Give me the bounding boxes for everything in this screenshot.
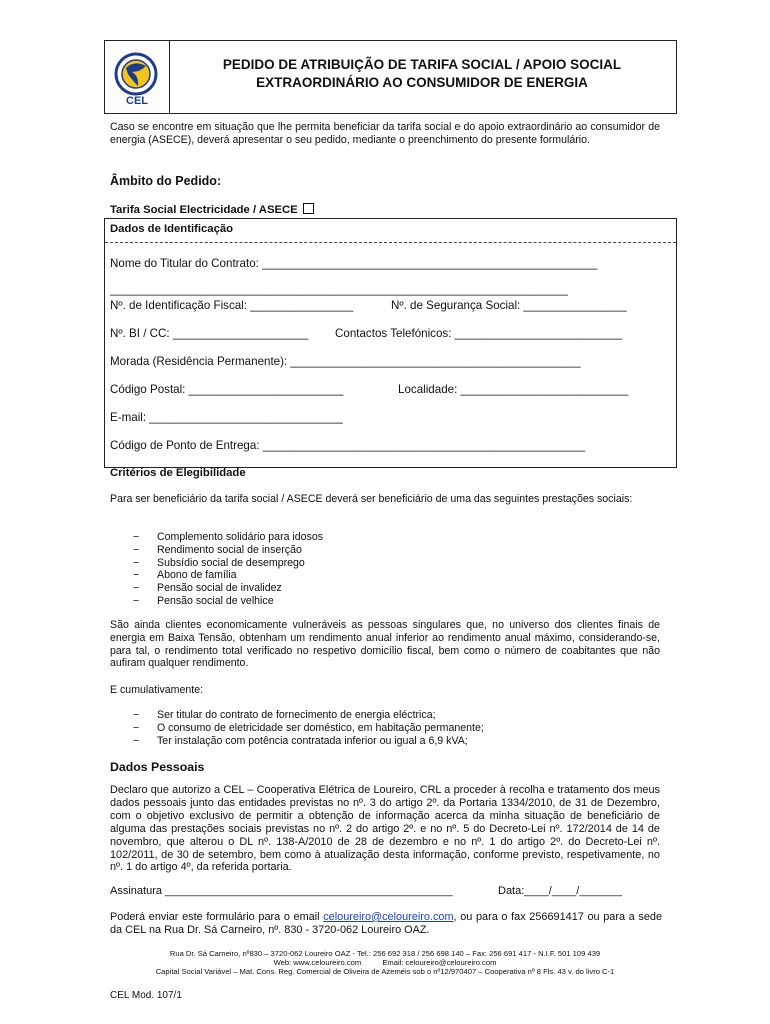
vulneraveis-paragraph: São ainda clientes economicamente vulneráveis as pessoas singulares que, no universo dos clientes finais de energia em Baixa Tensão, obtenham um rendimento anual inferior ao rendimento anual máximo, considerando-se, para tal, o rendimento total verificado no respetivo domicílio fiscal, bem como o número de coabitantes que não aufiram qualquer rendimento. [110,619,660,670]
nome-titular-field[interactable]: Nome do Titular do Contrato: ____________________________________________________ [110,257,598,270]
ambito-heading: Âmbito do Pedido: [110,174,222,188]
identification-box [104,218,677,468]
tarifa-checkbox[interactable] [303,203,314,214]
list-item: − Subsídio social de desemprego [110,557,630,570]
nif-field[interactable]: Nº. de Identificação Fiscal: ________________ [110,299,354,312]
footer-address: Rua Dr. Sá Carneiro, nº830 – 3720-062 Loureiro OAZ - Tel.: 256 692 318 / 256 698 140 – Fax: 256 691 417 - N.I.F. 501 109 439 [169,949,601,958]
page-title [172,56,672,92]
prestacoes-list [110,531,630,608]
criterios-intro: Para ser beneficiário da tarifa social / ASECE deverá ser beneficiário de uma das seguintes prestações sociais: [110,493,633,505]
list-item: − Abono de família [110,569,630,582]
dados-pessoais-paragraph: Declaro que autorizo a CEL – Cooperativa Elétrica de Loureiro, CRL a proceder à recolha e tratamento dos meus dados pessoais junto das entidades previstas no nº. 3 do artigo 2º. da Portaria 1334/2010, de 31 de Dezembro, com o objetivo exclusivo de permitir a obtenção de informação acerca da minha situação de beneficiário de alguma das prestações sociais previstas no nº. 2 do artigo 2º. e no nº. 5 do Decreto-Lei nº. 172/2014 de 14 de novembro, que alterou o DL nº. 138-A/2010 de 28 de dezembro e no nº. 1 do artigo 2º. do Decreto-Lei nº. 102/2011, de 30 de setembro, bem como à atualização desta informação, conforme previsto, respetivamente, no nº. 1 do artigo 4º, da referida portaria. [110,784,660,874]
envio-text-before: Poderá enviar este formulário para o email [110,911,324,923]
email-link[interactable]: celoureiro@celoureiro.com [323,911,454,923]
codigo-postal-field[interactable]: Código Postal: ________________________ [110,383,344,396]
logo-cell [104,40,170,114]
title-line-2: EXTRAORDINÁRIO AO CONSUMIDOR DE ENERGIA [256,75,588,90]
tarifa-label: Tarifa Social Electricidade / ASECE [110,204,298,216]
criterios-heading: Critérios de Elegibilidade [110,467,246,479]
title-line-1: PEDIDO DE ATRIBUIÇÃO DE TARIFA SOCIAL / APOIO SOCIAL [222,57,622,72]
data-field[interactable]: Data:____/____/_______ [498,885,623,897]
tarifa-option[interactable] [110,203,314,216]
list-item: − Ter instalação com potência contratada inferior ou igual a 6,9 kVA; [110,735,650,748]
list-item: − Ser titular do contrato de fornecimento de energia eléctrica; [110,709,650,722]
intro-paragraph: Caso se encontre em situação que lhe permita beneficiar da tarifa social e do apoio extraordinário ao consumidor de energia (ASECE), deverá apresentar o seu pedido, mediante o preenchimento do presente formulário. [110,121,660,146]
form-model-code: CEL Mod. 107/1 [110,990,182,1001]
list-item: − Rendimento social de inserção [110,544,630,557]
dashed-divider [105,242,676,243]
list-item: − Pensão social de invalidez [110,582,630,595]
morada-field[interactable]: Morada (Residência Permanente): _____________________________________________ [110,355,581,368]
list-item: − Pensão social de velhice [110,595,630,608]
nome-titular-continuation[interactable]: _______________________________________________________________________ [110,283,568,296]
ponto-entrega-field[interactable]: Código de Ponto de Entrega: __________________________________________________ [110,439,586,452]
list-item: − O consumo de eletricidade ser doméstico, em habitação permanente; [110,722,650,735]
condicoes-list [110,709,650,747]
email-field[interactable]: E-mail: ______________________________ [110,411,343,424]
assinatura-field[interactable]: Assinatura _______________________________________________ [110,885,453,897]
bi-cc-field[interactable]: Nº. BI / CC: _____________________ [110,327,309,340]
logo-text: CEL [126,95,148,106]
localidade-field[interactable]: Localidade: __________________________ [398,383,629,396]
footer-web: Web: www.celoureiro.com Email: celoureiro@celoureiro.com [273,958,497,967]
dados-pessoais-heading: Dados Pessoais [110,760,205,774]
footer-registry: Capital Social Variável – Mat. Cons. Reg. Comercial de Oliveira de Azeméis sob o nº12/970407 – Cooperativa nº 8 Fls. 43 v. do livro C-1 [155,967,615,976]
contactos-field[interactable]: Contactos Telefónicos: __________________________ [335,327,623,340]
list-item: − Complemento solidário para idosos [110,531,630,544]
envio-paragraph [110,911,662,937]
seguranca-social-field[interactable]: Nº. de Segurança Social: ________________ [391,299,627,312]
cumulativamente-label: E cumulativamente: [110,684,204,696]
envio-text-after: , ou para o fax 256691417 ou para a sede da CEL na Rua Dr. Sá Carneiro, nº. 830 - 3720-062 Loureiro OAZ. [110,911,662,936]
cel-logo [112,50,162,106]
identificacao-heading: Dados de Identificação [110,223,234,235]
